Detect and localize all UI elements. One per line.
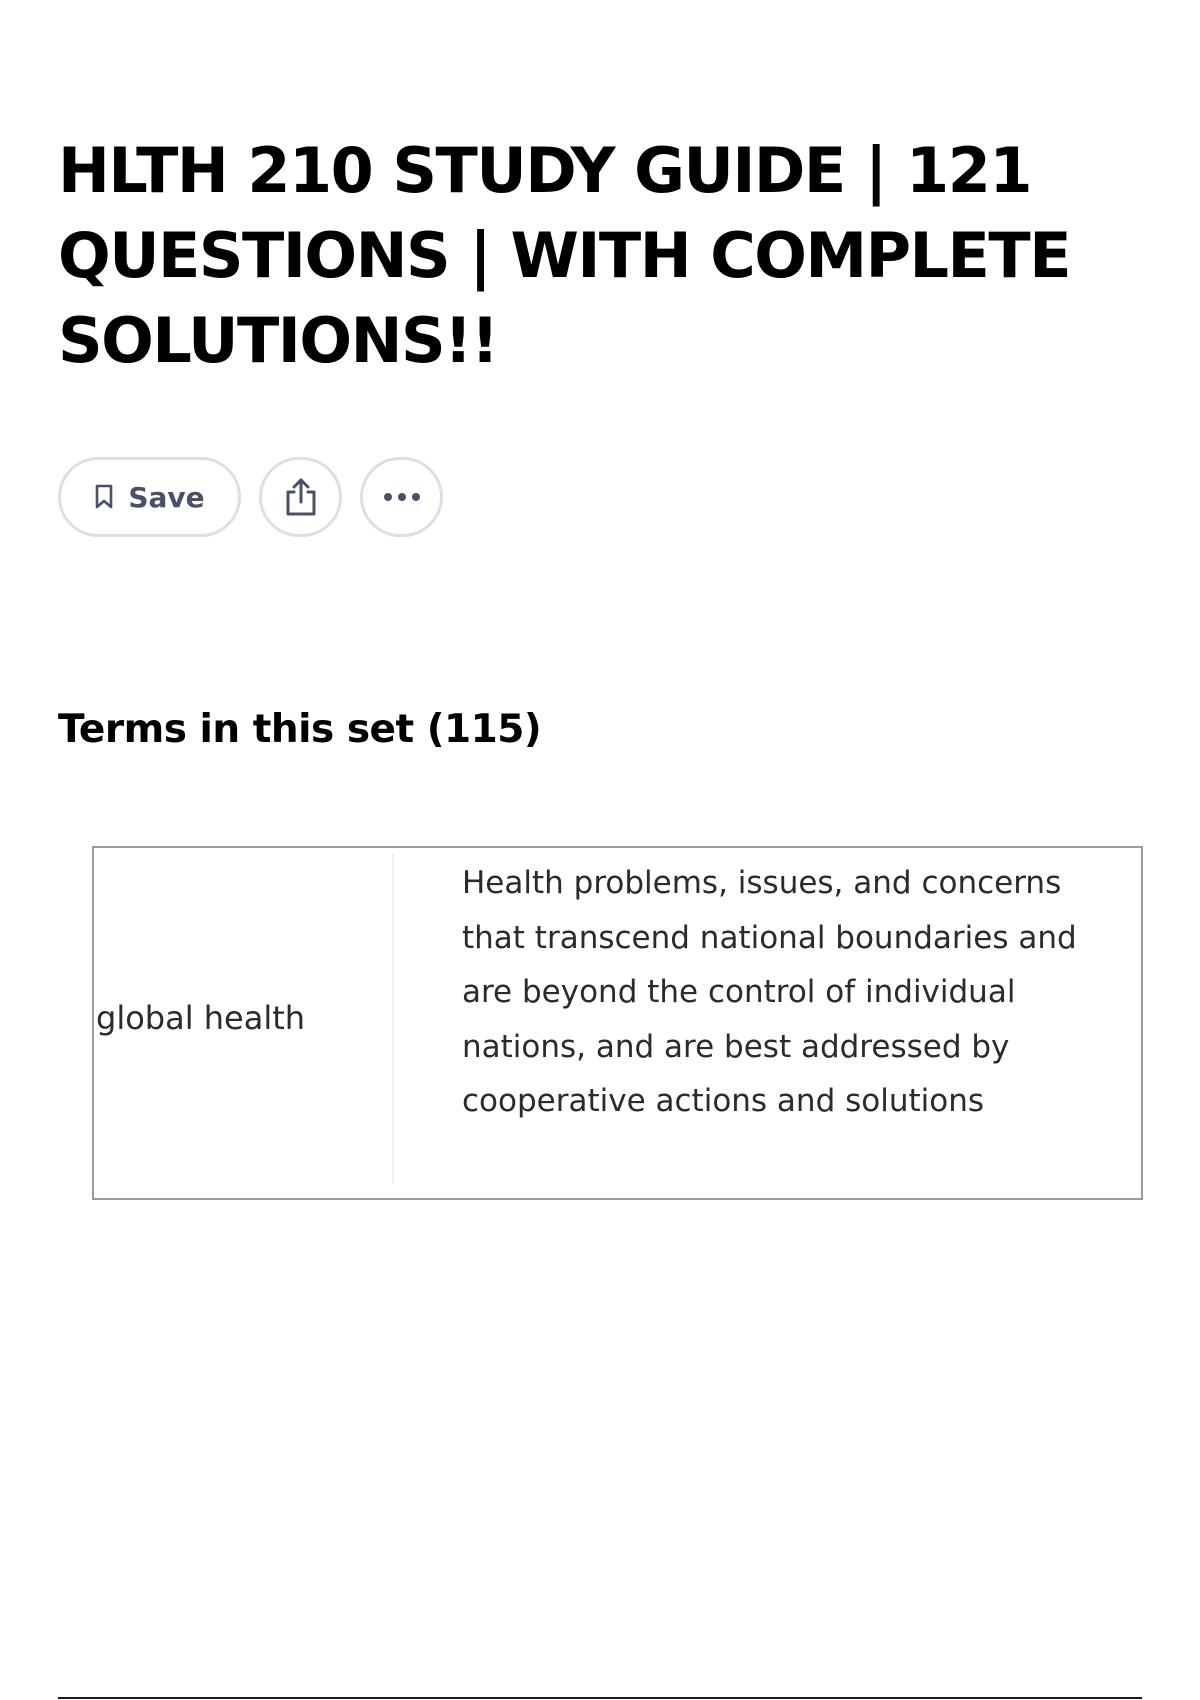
footer-divider [58,1697,1142,1699]
save-label: Save [128,480,205,514]
term-divider [392,854,394,1184]
term-word: global health [96,999,306,1037]
save-button[interactable] [58,457,241,537]
action-bar [58,457,443,537]
share-icon [282,476,320,518]
more-options-button[interactable] [360,457,443,537]
terms-heading: Terms in this set (115) [58,707,542,752]
term-card [92,846,1143,1200]
page-title: HLTH 210 STUDY GUIDE | 121 QUESTIONS | WITH COMPLETE SOLUTIONS!! [58,134,1071,377]
more-options-icon [382,492,422,502]
bookmark-icon [94,484,114,510]
term-definition: Health problems, issues, and concerns that transcend national boundaries and are beyond the control of individual nations, and are best addressed by cooperative actions and solutions [462,865,1077,1119]
share-button[interactable] [259,457,342,537]
